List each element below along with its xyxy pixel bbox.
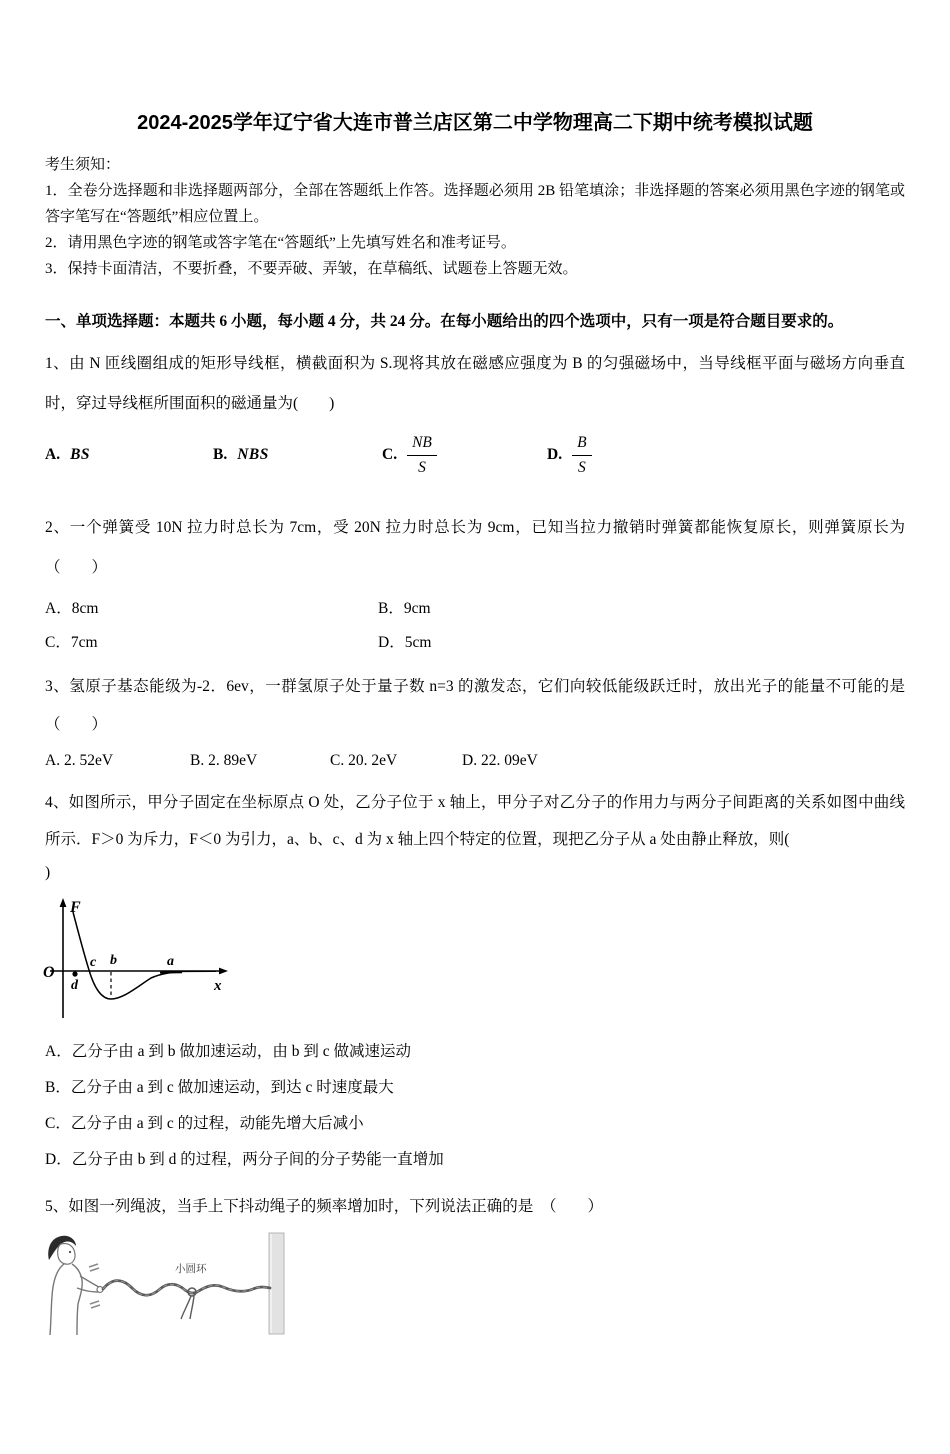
y-axis-arrow-icon <box>60 898 67 907</box>
notice-item-1: 1．全卷分选择题和非选择题两部分，全部在答题纸上作答。选择题必须用 2B 铅笔填涂；非选择题的答案必须用黑色字迹的钢笔或答字笔写在“答题纸”相应位置上。 <box>45 178 905 230</box>
motion-marks-bottom <box>90 1301 100 1308</box>
question-4-text: 4、如图所示，甲分子固定在坐标原点 O 处，乙分子位于 x 轴上，甲分子对乙分子的作用力与两分子间距离的关系如图中曲线所示．F＞0 为斥力，F＜0 为引力，a、b、c、d 为 x 轴上四个特定的位置，现把乙分子从 a 处由静止释放，则( <box>45 784 905 858</box>
label-O: O <box>43 964 55 981</box>
q2-option-b: B．9cm <box>378 592 905 626</box>
q1-option-d: D. $\frac{B}{S}$ <box>547 435 592 475</box>
q3-option-b: B. 2. 89eV <box>190 746 330 776</box>
fraction: $\frac{B}{S}$ <box>572 435 591 475</box>
question-2-text: 2、一个弹簧受 10N 拉力时总长为 7cm，受 20N 拉力时总长为 9cm，已知当拉力撤销时弹簧都能恢复原长，则弹簧原长为（ ） <box>45 508 905 588</box>
q1-option-c: C. $\frac{NB}{S}$ <box>382 435 547 475</box>
page-title: 2024-2025学年辽宁省大连市普兰店区第二中学物理高二下期中统考模拟试题 <box>45 110 905 136</box>
q5-rope-wave-figure <box>42 1230 287 1338</box>
exam-page <box>0 110 950 1338</box>
ring-label: 小圆环 <box>175 1262 207 1275</box>
question-5-text: 5、如图一列绳波，当手上下抖动绳子的频率增加时，下列说法正确的是 （ ） <box>45 1192 905 1222</box>
motion-marks-top <box>89 1264 99 1271</box>
question-2-options <box>45 592 905 660</box>
q2-option-d: D．5cm <box>378 626 905 660</box>
question-1-text: 1、由 N 匝线圈组成的矩形导线框，横截面积为 S.现将其放在磁感应强度为 B 的匀强磁场中，当导线框平面与磁场方向垂直时，穿过导线框所围面积的磁通量为( ) <box>45 344 905 424</box>
q4-option-d: D．乙分子由 b 到 d 的过程，两分子间的分子势能一直增加 <box>45 1142 905 1178</box>
q4-force-distance-graph <box>30 892 300 1022</box>
q3-option-d: D. 22. 09eV <box>462 746 538 776</box>
notice-block <box>45 152 905 282</box>
person-face <box>58 1243 75 1264</box>
q4-option-b: B．乙分子由 a 到 c 做加速运动，到达 c 时速度最大 <box>45 1070 905 1106</box>
q1-option-a: A. BS <box>45 446 213 464</box>
question-1-options <box>45 426 905 484</box>
rope <box>103 1281 270 1296</box>
q4-option-a: A．乙分子由 a 到 b 做加速运动，由 b 到 c 做减速运动 <box>45 1034 905 1070</box>
fraction: $\frac{NB}{S}$ <box>407 435 437 475</box>
person-eye <box>69 1251 71 1253</box>
x-axis-arrow-icon <box>219 968 228 975</box>
q4-option-c: C．乙分子由 a 到 c 的过程，动能先增大后减小 <box>45 1106 905 1142</box>
point-d-dot <box>72 971 77 976</box>
label-a: a <box>167 954 174 969</box>
notice-heading: 考生须知： <box>45 152 905 178</box>
person-arm <box>77 1276 99 1292</box>
question-3-options <box>45 746 905 776</box>
q3-option-a: A. 2. 52eV <box>45 746 190 776</box>
question-4-options <box>45 1034 905 1178</box>
q2-option-c: C．7cm <box>45 626 378 660</box>
person-back <box>50 1264 64 1335</box>
label-c: c <box>90 955 97 970</box>
rope-tassel <box>181 1296 194 1319</box>
question-3-text: 3、氢原子基态能级为-2．6ev，一群氢原子处于量子数 n=3 的激发态，它们向较低能级跃迁时，放出光子的能量不可能的是（ ） <box>45 668 905 744</box>
q2-option-a: A．8cm <box>45 592 378 626</box>
section-1-heading: 一、单项选择题：本题共 6 小题，每小题 4 分，共 24 分。在每小题给出的四个选项中，只有一项是符合题目要求的。 <box>45 310 905 334</box>
label-d: d <box>71 978 79 993</box>
q3-option-c: C. 20. 2eV <box>330 746 462 776</box>
notice-item-2: 2．请用黑色字迹的钢笔或答字笔在“答题纸”上先填写姓名和准考证号。 <box>45 230 905 256</box>
label-x: x <box>213 978 222 994</box>
question-4-close-paren: ) <box>45 858 905 888</box>
rope-texture <box>103 1281 270 1296</box>
q1-option-b: B. NBS <box>213 446 382 464</box>
label-b: b <box>110 953 117 968</box>
person-front <box>72 1264 82 1335</box>
label-F: F <box>69 899 81 916</box>
notice-item-3: 3．保持卡面清洁，不要折叠，不要弄破、弄皱，在草稿纸、试题卷上答题无效。 <box>45 256 905 282</box>
